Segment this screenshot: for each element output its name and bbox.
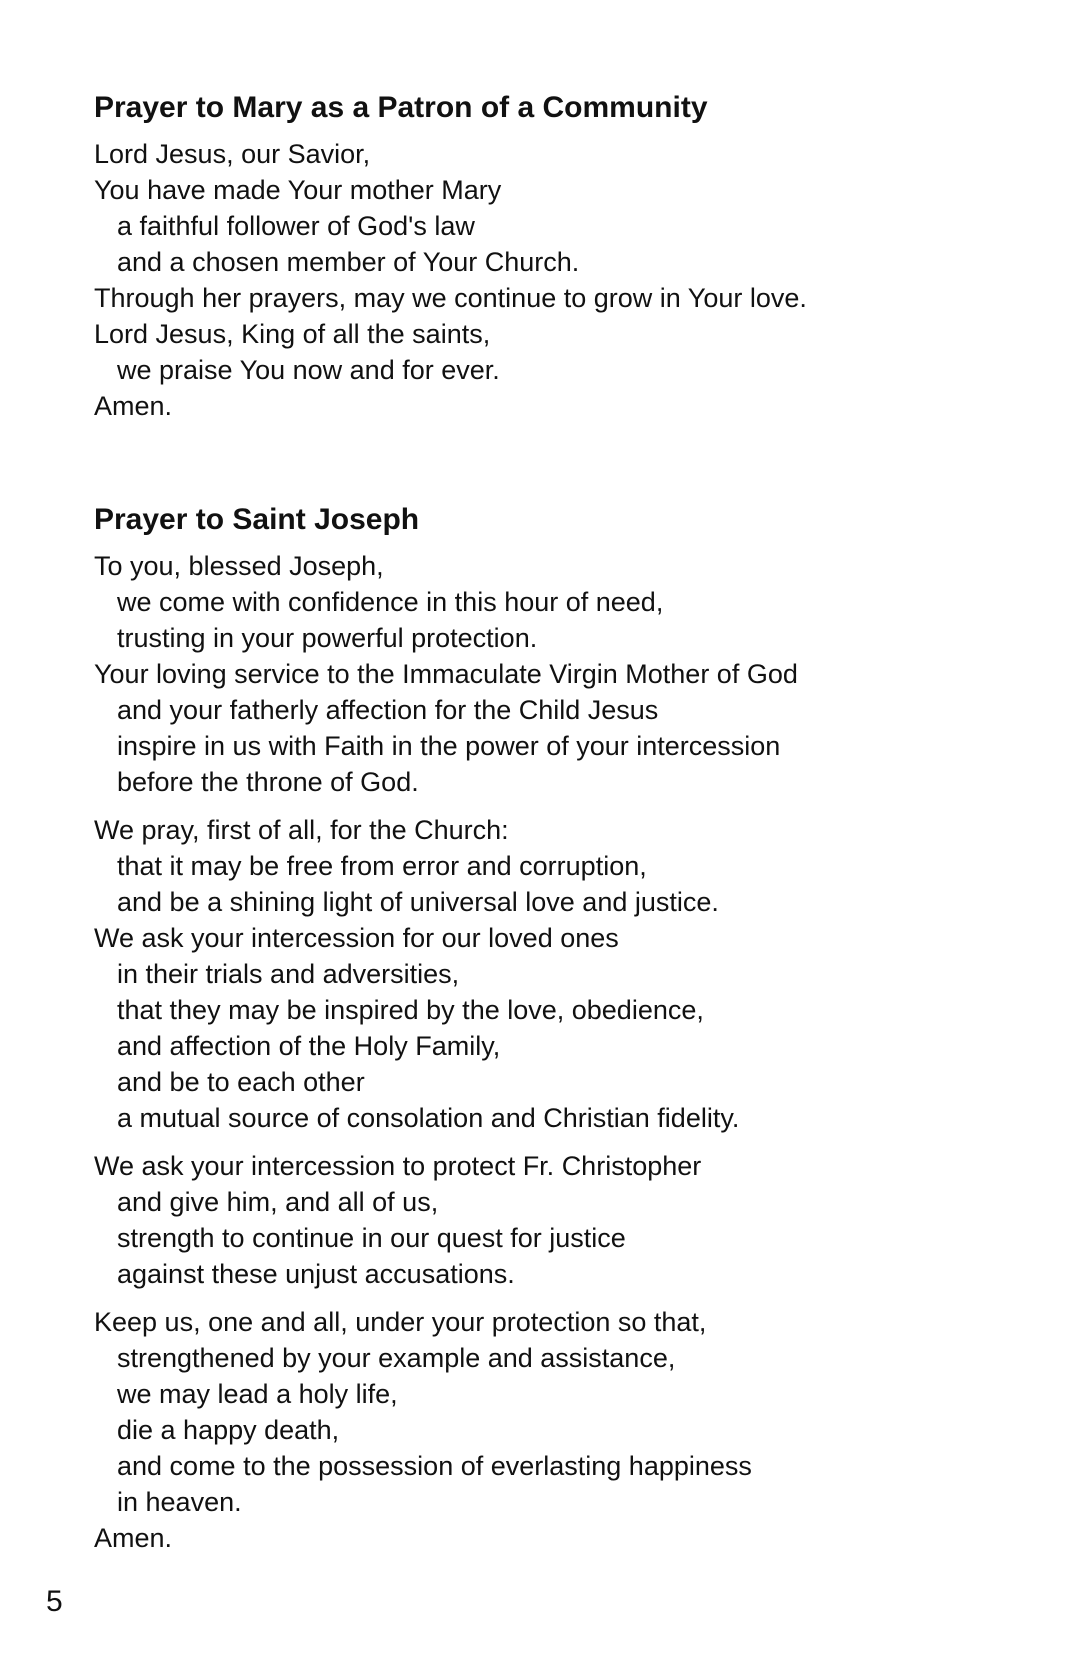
prayer-line: You have made Your mother Mary bbox=[94, 175, 502, 205]
prayer-line: before the throne of God. bbox=[117, 767, 419, 797]
prayer-line: We pray, first of all, for the Church: bbox=[94, 815, 509, 845]
prayer-line: a mutual source of consolation and Christian fidelity. bbox=[117, 1103, 740, 1133]
prayer-line-amen: Amen. bbox=[94, 391, 173, 421]
prayer-line: Keep us, one and all, under your protection so that, bbox=[94, 1307, 707, 1337]
prayer-line: trusting in your powerful protection. bbox=[117, 623, 538, 653]
prayer-line: Your loving service to the Immaculate Virgin Mother of God bbox=[94, 659, 798, 689]
prayer-line: To you, blessed Joseph, bbox=[94, 551, 384, 581]
prayer-line: that they may be inspired by the love, obedience, bbox=[117, 995, 704, 1025]
prayer-line: we may lead a holy life, bbox=[117, 1379, 398, 1409]
prayer-line: in heaven. bbox=[117, 1487, 242, 1517]
prayer-line: We ask your intercession to protect Fr. Christopher bbox=[94, 1151, 702, 1181]
prayer-mary-section bbox=[94, 90, 1054, 424]
prayer-line: we come with confidence in this hour of need, bbox=[117, 587, 664, 617]
prayer-line: a faithful follower of God's law bbox=[117, 211, 475, 241]
prayer-mary-stanza-1 bbox=[94, 136, 1054, 424]
prayer-line: and be a shining light of universal love and justice. bbox=[117, 887, 719, 917]
prayer-mary-title: Prayer to Mary as a Patron of a Community bbox=[94, 91, 708, 124]
prayer-line: and be to each other bbox=[117, 1067, 365, 1097]
prayer-line: Lord Jesus, King of all the saints, bbox=[94, 319, 491, 349]
prayer-line: strength to continue in our quest for justice bbox=[117, 1223, 626, 1253]
prayer-line: in their trials and adversities, bbox=[117, 959, 460, 989]
prayer-line: inspire in us with Faith in the power of your intercession bbox=[117, 731, 781, 761]
prayer-line: against these unjust accusations. bbox=[117, 1259, 515, 1289]
prayer-joseph-stanza-3 bbox=[94, 1148, 1054, 1292]
page-number: 5 bbox=[46, 1585, 63, 1618]
prayer-line: and a chosen member of Your Church. bbox=[117, 247, 580, 277]
prayer-line: Lord Jesus, our Savior, bbox=[94, 139, 371, 169]
section-spacer bbox=[94, 424, 1054, 502]
prayer-line: Through her prayers, may we continue to grow in Your love. bbox=[94, 283, 807, 313]
prayer-line: we praise You now and for ever. bbox=[117, 355, 500, 385]
prayer-line: and come to the possession of everlasting happiness bbox=[117, 1451, 752, 1481]
prayer-joseph-section bbox=[94, 502, 1054, 1556]
prayer-joseph-title: Prayer to Saint Joseph bbox=[94, 503, 420, 536]
prayer-joseph-stanza-1 bbox=[94, 548, 1054, 800]
prayer-line: die a happy death, bbox=[117, 1415, 340, 1445]
prayer-line: and give him, and all of us, bbox=[117, 1187, 439, 1217]
prayer-line: and your fatherly affection for the Child Jesus bbox=[117, 695, 659, 725]
prayer-line: strengthened by your example and assistance, bbox=[117, 1343, 676, 1373]
prayer-line-amen: Amen. bbox=[94, 1523, 173, 1553]
prayer-line: and affection of the Holy Family, bbox=[117, 1031, 501, 1061]
prayer-line: We ask your intercession for our loved ones bbox=[94, 923, 619, 953]
prayer-joseph-stanza-2 bbox=[94, 812, 1054, 1136]
prayer-joseph-stanza-4 bbox=[94, 1304, 1054, 1556]
page-content bbox=[94, 90, 1054, 1556]
prayer-line: that it may be free from error and corruption, bbox=[117, 851, 647, 881]
